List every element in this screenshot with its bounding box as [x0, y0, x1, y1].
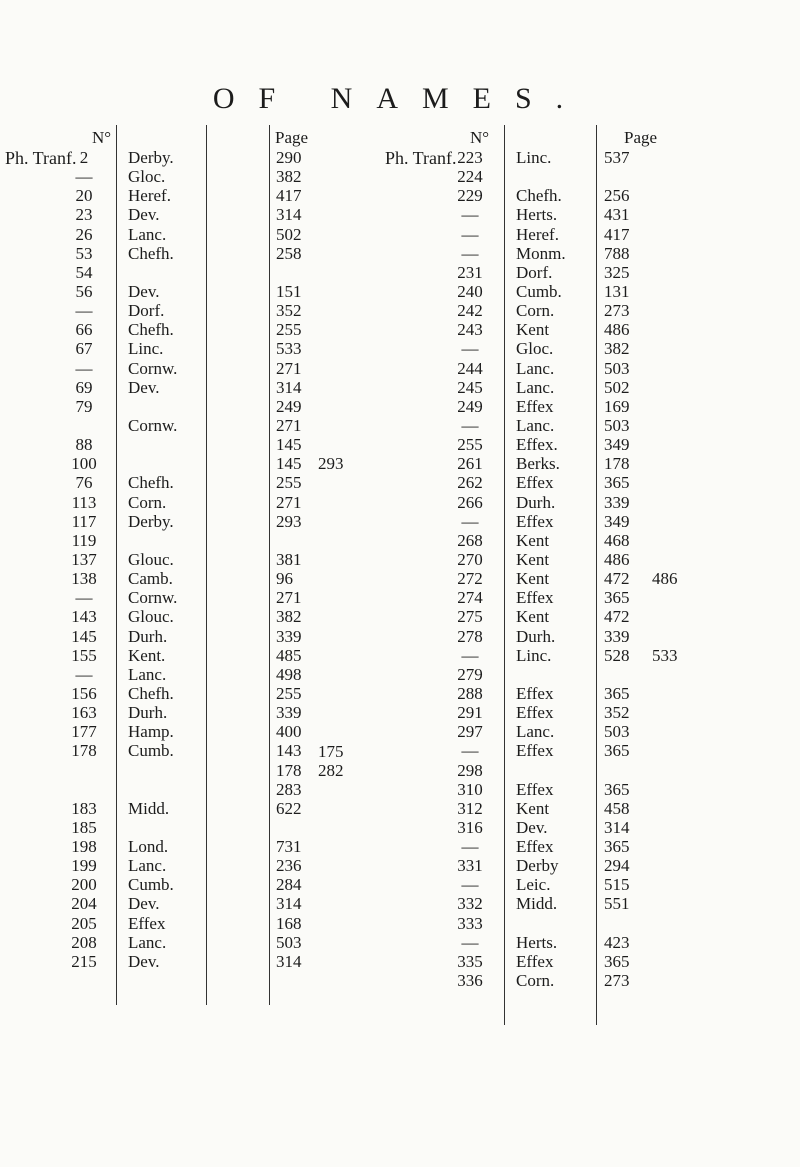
- left-entry-county: Durh.: [128, 626, 168, 646]
- right-entry-number: 291: [457, 703, 483, 723]
- left-entry-page: 168: [276, 913, 302, 933]
- right-entry-county: Durh.: [516, 626, 556, 646]
- left-entry-page: 151: [276, 281, 302, 301]
- right-entry-number: —: [461, 243, 479, 263]
- right-entry-number: 242: [457, 301, 483, 321]
- right-entry-page: 349: [604, 435, 630, 455]
- right-entry-number: 333: [457, 913, 483, 933]
- left-entry-page: 271: [276, 415, 302, 435]
- right-entry-county: Kent: [516, 530, 550, 550]
- right-number-header: N°: [470, 128, 490, 147]
- left-entry-page: 382: [276, 167, 302, 187]
- left-entry-number: 177: [71, 722, 97, 742]
- left-entry-page: 284: [276, 875, 302, 895]
- left-entry-county: Derby.: [128, 511, 174, 531]
- left-entry-page: 283: [276, 779, 302, 799]
- right-entry-number: 245: [457, 377, 483, 397]
- left-entry-county: Cumb.: [128, 741, 174, 761]
- right-entry-page: 382: [604, 339, 630, 359]
- left-entry-page: 314: [276, 377, 302, 397]
- left-entry-county: Heref.: [128, 186, 171, 206]
- right-entry-page: 365: [604, 473, 630, 493]
- right-entry-county: Derby: [516, 856, 559, 876]
- right-number-column: [440, 148, 500, 990]
- left-entry-county: Glouc.: [128, 549, 174, 569]
- right-entry-county: Gloc.: [516, 339, 554, 359]
- right-entry-number: 223: [457, 148, 483, 167]
- right-entry-page: 431: [604, 205, 630, 225]
- left-entry-county: Midd.: [128, 798, 170, 818]
- left-entry-number: 200: [71, 875, 97, 895]
- right-entry-number: 262: [457, 473, 483, 493]
- left-entry-county: Dev.: [128, 205, 160, 225]
- left-page-rule: [269, 125, 270, 1005]
- right-entry-number: —: [461, 741, 479, 761]
- left-entry-number: 215: [71, 951, 97, 971]
- left-number-header: N°: [92, 128, 112, 147]
- right-entry-page: 365: [604, 588, 630, 608]
- right-entry-county: [516, 167, 596, 186]
- right-entry-number: 310: [457, 779, 483, 799]
- left-entry-page: 502: [276, 224, 302, 244]
- left-entry-number: 199: [71, 856, 97, 876]
- left-entry-number: [56, 761, 112, 780]
- left-entry-number: 66: [75, 320, 93, 340]
- left-entry-county: [128, 531, 208, 550]
- left-entry-number: —: [75, 358, 93, 378]
- left-number-column: [56, 148, 112, 971]
- left-entry-page: 382: [276, 607, 302, 627]
- left-entry-county: Lanc.: [128, 856, 167, 876]
- right-entry-county: Monm.: [516, 243, 566, 263]
- left-entry-county: Chefh.: [128, 243, 174, 263]
- right-entry-county: Linc.: [516, 645, 552, 665]
- left-column-rule: [116, 125, 117, 1005]
- right-entry-page: 339: [604, 626, 630, 646]
- left-entry-page: 143: [276, 741, 302, 761]
- right-entry-number: 249: [457, 396, 483, 416]
- left-entry-number: 76: [75, 473, 93, 493]
- right-entry-number: 335: [457, 951, 483, 971]
- left-entry-page: 622: [276, 798, 302, 818]
- right-entry-county: Lanc.: [516, 377, 555, 397]
- left-entry-county: Cornw.: [128, 415, 178, 435]
- left-entry-page: 255: [276, 473, 302, 493]
- left-entry-number: 138: [71, 569, 97, 589]
- right-entry-county: [516, 761, 596, 780]
- left-entry-page: 271: [276, 492, 302, 512]
- right-entry-number: 288: [457, 683, 483, 703]
- left-entry-number: 119: [71, 530, 97, 550]
- left-entry-page: 258: [276, 243, 302, 263]
- right-entry-number: 297: [457, 722, 483, 742]
- right-entry-county: Berks.: [516, 454, 560, 474]
- right-entry-number: 275: [457, 607, 483, 627]
- left-entry-county: Chefh.: [128, 683, 174, 703]
- left-entry-county: Derby.: [128, 148, 174, 167]
- right-entry-county: Leic.: [516, 875, 551, 895]
- page-title: OF NAMES.: [212, 82, 588, 115]
- right-entry-number: —: [461, 645, 479, 665]
- right-entry-number: 244: [457, 358, 483, 378]
- left-entry-county: Cumb.: [128, 875, 174, 895]
- left-entry-county: Dev.: [128, 281, 160, 301]
- left-entry-number: 155: [71, 645, 97, 665]
- left-entry-county: Camb.: [128, 569, 173, 589]
- right-entry-page: [604, 761, 664, 780]
- right-entry-page: 551: [604, 894, 630, 914]
- left-entry-number: 204: [71, 894, 97, 914]
- left-entry-county: Glouc.: [128, 607, 174, 627]
- left-entry-page: 381: [276, 549, 302, 569]
- right-county-column: [516, 148, 596, 990]
- right-entry-page: 365: [604, 683, 630, 703]
- left-entry-county: Dev.: [128, 951, 160, 971]
- left-entry-page: 314: [276, 205, 302, 225]
- right-entry-page: 486: [604, 549, 630, 569]
- left-entry-number: 69: [75, 377, 93, 397]
- left-page-column: [276, 148, 336, 971]
- left-entry-number: 205: [71, 913, 97, 933]
- left-entry-page: 255: [276, 320, 302, 340]
- right-entry-number: —: [461, 875, 479, 895]
- left-entry-number: —: [75, 664, 93, 684]
- left-entry-county: Lanc.: [128, 664, 167, 684]
- left-entry-county: Lanc.: [128, 224, 167, 244]
- left-entry-number: 56: [75, 281, 93, 301]
- right-entry-page: 423: [604, 932, 630, 952]
- left-entry-page: 485: [276, 645, 302, 665]
- left-entry-page: 271: [276, 588, 302, 608]
- left-entry-county: [128, 397, 208, 416]
- left-entry-county: [128, 818, 208, 837]
- left-entry-number: 79: [75, 396, 93, 416]
- right-entry-page: 503: [604, 415, 630, 435]
- right-entry-number: 278: [457, 626, 483, 646]
- right-entry-page: 458: [604, 798, 630, 818]
- right-entry-page: 365: [604, 837, 630, 857]
- right-entry-county: Kent: [516, 607, 550, 627]
- left-extra-page: 293: [318, 454, 344, 474]
- right-column-rule: [504, 125, 505, 1025]
- right-entry-county: Lanc.: [516, 722, 555, 742]
- right-entry-page: [604, 914, 664, 933]
- left-entry-county: Durh.: [128, 703, 168, 723]
- right-entry-page: 294: [604, 856, 630, 876]
- right-entry-number: —: [461, 511, 479, 531]
- right-entry-county: [516, 665, 596, 684]
- left-entry-page: 498: [276, 664, 302, 684]
- right-entry-page: 339: [604, 492, 630, 512]
- right-entry-number: 224: [457, 167, 483, 187]
- right-entry-county: Herts.: [516, 932, 558, 952]
- right-entry-page: 515: [604, 875, 630, 895]
- left-entry-page: 178: [276, 760, 302, 780]
- right-entry-county: Corn.: [516, 301, 555, 321]
- right-county-rule: [596, 125, 597, 1025]
- left-entry-county: Lanc.: [128, 932, 167, 952]
- right-entry-number: 336: [457, 971, 483, 991]
- left-entry-number: 113: [71, 492, 97, 512]
- right-entry-county: Midd.: [516, 894, 558, 914]
- right-entry-page: 365: [604, 741, 630, 761]
- left-entry-number: 183: [71, 798, 97, 818]
- left-entry-page: 236: [276, 856, 302, 876]
- left-entry-county: Chefh.: [128, 473, 174, 493]
- left-entry-page: 352: [276, 301, 302, 321]
- right-entry-number: —: [461, 224, 479, 244]
- right-entry-county: Chefh.: [516, 186, 562, 206]
- right-entry-number: 312: [457, 798, 483, 818]
- left-entry-page: 731: [276, 837, 302, 857]
- right-entry-number: 272: [457, 569, 483, 589]
- left-entry-county: Effex: [128, 913, 166, 933]
- right-entry-number: 316: [457, 817, 483, 837]
- left-entry-page: 145: [276, 435, 302, 455]
- right-entry-county: Effex: [516, 741, 554, 761]
- right-entry-number: 266: [457, 492, 483, 512]
- left-entry-page: [276, 531, 336, 550]
- right-entry-number: —: [461, 339, 479, 359]
- left-entry-county: Dev.: [128, 894, 160, 914]
- right-entry-number: 261: [457, 454, 483, 474]
- left-entry-number: 23: [75, 205, 93, 225]
- right-entry-page: 314: [604, 817, 630, 837]
- right-entry-number: 240: [457, 281, 483, 301]
- right-entry-number: 268: [457, 530, 483, 550]
- left-entry-page: 293: [276, 511, 302, 531]
- left-entry-number: 20: [75, 186, 93, 206]
- left-entry-page: 96: [276, 569, 293, 589]
- right-entry-page: 788: [604, 243, 630, 263]
- left-entry-number: 208: [71, 932, 97, 952]
- right-entry-number: —: [461, 932, 479, 952]
- right-page-header: Page: [624, 128, 658, 147]
- left-entry-page: 533: [276, 339, 302, 359]
- right-entry-page: 417: [604, 224, 630, 244]
- right-entry-county: Durh.: [516, 492, 556, 512]
- left-entry-page: 417: [276, 186, 302, 206]
- left-entry-page: 400: [276, 722, 302, 742]
- right-entry-county: Dorf.: [516, 262, 553, 282]
- left-entry-county: Hamp.: [128, 722, 174, 742]
- left-entry-number: 100: [71, 454, 97, 474]
- left-entry-page: 290: [276, 148, 302, 167]
- left-entry-page: 314: [276, 951, 302, 971]
- right-entry-county: Herts.: [516, 205, 558, 225]
- left-entry-number: [56, 780, 112, 799]
- right-entry-page: 365: [604, 779, 630, 799]
- right-entry-county: Cumb.: [516, 281, 562, 301]
- left-entry-number: 178: [71, 741, 97, 761]
- right-entry-number: 274: [457, 588, 483, 608]
- right-entry-number: 332: [457, 894, 483, 914]
- right-entry-page: 365: [604, 951, 630, 971]
- left-entry-county: Cornw.: [128, 358, 178, 378]
- right-entry-county: Effex: [516, 951, 554, 971]
- left-entry-number: 163: [71, 703, 97, 723]
- right-extra-page: 533: [652, 645, 678, 665]
- right-entry-number: 298: [457, 760, 483, 780]
- left-entry-number: 185: [71, 817, 97, 837]
- right-entry-county: Lanc.: [516, 415, 555, 435]
- left-entry-number: —: [75, 588, 93, 608]
- left-entry-number: 117: [71, 511, 97, 531]
- right-entry-county: Heref.: [516, 224, 559, 244]
- left-entry-number: 67: [75, 339, 93, 359]
- left-entry-page: 249: [276, 396, 302, 416]
- right-entry-page: 349: [604, 511, 630, 531]
- right-entry-county: Effex: [516, 683, 554, 703]
- right-entry-page: 486: [604, 320, 630, 340]
- right-ph-tranf-label: Ph. Tranf.: [385, 148, 457, 168]
- left-entry-county: Linc.: [128, 339, 164, 359]
- left-entry-county: Chefh.: [128, 320, 174, 340]
- right-entry-number: 331: [457, 856, 483, 876]
- left-entry-number: 143: [71, 607, 97, 627]
- left-entry-county: Dorf.: [128, 301, 165, 321]
- left-entry-county: Dev.: [128, 377, 160, 397]
- right-entry-county: Effex: [516, 703, 554, 723]
- left-entry-county: [128, 454, 208, 473]
- left-entry-number: 145: [71, 626, 97, 646]
- right-entry-page: 256: [604, 186, 630, 206]
- right-entry-page: 273: [604, 301, 630, 321]
- right-entry-county: Lanc.: [516, 358, 555, 378]
- right-entry-page: [604, 167, 664, 186]
- right-entry-number: —: [461, 205, 479, 225]
- right-entry-county: Kent: [516, 549, 550, 569]
- right-entry-page: 468: [604, 530, 630, 550]
- left-page-header: Page: [275, 128, 309, 147]
- right-entry-page: 502: [604, 377, 630, 397]
- right-entry-page: 503: [604, 722, 630, 742]
- right-entry-county: Kent: [516, 320, 550, 340]
- right-entry-county: Effex: [516, 779, 554, 799]
- left-extra-page: 175: [318, 741, 344, 761]
- right-entry-page: [604, 665, 664, 684]
- right-extra-page: 486: [652, 569, 678, 589]
- left-entry-page: 503: [276, 932, 302, 952]
- right-entry-number: 279: [457, 664, 483, 684]
- left-entry-page: 145: [276, 454, 302, 474]
- right-entry-page: 503: [604, 358, 630, 378]
- right-entry-number: 243: [457, 320, 483, 340]
- left-entry-number: —: [75, 167, 93, 187]
- left-entry-number: 54: [75, 262, 93, 282]
- right-entry-county: Effex: [516, 396, 554, 416]
- right-entry-page: 325: [604, 262, 630, 282]
- right-entry-number: —: [461, 415, 479, 435]
- right-entry-page: 169: [604, 396, 630, 416]
- right-entry-page: 352: [604, 703, 630, 723]
- left-entry-county: Kent.: [128, 645, 166, 665]
- right-entry-county: Dev.: [516, 817, 548, 837]
- left-entry-page: [276, 818, 336, 837]
- left-ph-tranf-label: Ph. Tranf.: [5, 148, 77, 168]
- right-entry-county: [516, 914, 596, 933]
- left-entry-number: 156: [71, 683, 97, 703]
- left-entry-county: Corn.: [128, 492, 167, 512]
- right-entry-page: 273: [604, 971, 630, 991]
- left-entry-number: 88: [75, 435, 93, 455]
- right-entry-page: 528: [604, 645, 630, 665]
- right-entry-county: Effex: [516, 511, 554, 531]
- left-entry-page: 255: [276, 683, 302, 703]
- right-entry-county: Corn.: [516, 971, 555, 991]
- left-entry-county: Gloc.: [128, 167, 166, 187]
- right-entry-number: 231: [457, 262, 483, 282]
- right-entry-page: 178: [604, 454, 630, 474]
- right-entry-number: 229: [457, 186, 483, 206]
- right-entry-number: —: [461, 837, 479, 857]
- right-entry-number: 255: [457, 435, 483, 455]
- right-entry-page: 472: [604, 569, 630, 589]
- right-entry-county: Effex: [516, 837, 554, 857]
- right-entry-county: Effex: [516, 473, 554, 493]
- left-entry-county: Cornw.: [128, 588, 178, 608]
- left-entry-page: 339: [276, 703, 302, 723]
- right-entry-county: Linc.: [516, 148, 552, 167]
- left-entry-county: [128, 780, 208, 799]
- left-extra-page: 282: [318, 760, 344, 780]
- right-entry-county: Effex: [516, 588, 554, 608]
- right-entry-page: 131: [604, 281, 630, 301]
- left-entry-number: 137: [71, 549, 97, 569]
- left-entry-county: [128, 263, 208, 282]
- left-entry-page: 339: [276, 626, 302, 646]
- left-county-column: [128, 148, 208, 971]
- left-entry-page: 314: [276, 894, 302, 914]
- left-entry-number: 53: [75, 243, 93, 263]
- left-entry-number: 26: [75, 224, 93, 244]
- left-entry-number: 198: [71, 837, 97, 857]
- left-entry-county: [128, 435, 208, 454]
- left-entry-page: 271: [276, 358, 302, 378]
- left-entry-number: 2: [79, 148, 89, 167]
- left-entry-number: [56, 416, 112, 435]
- left-entry-county: Lond.: [128, 837, 169, 857]
- right-entry-number: 270: [457, 549, 483, 569]
- right-entry-page: 537: [604, 148, 630, 167]
- left-entry-number: —: [75, 301, 93, 321]
- right-entry-county: Kent: [516, 569, 550, 589]
- left-entry-county: [128, 761, 208, 780]
- right-entry-county: Effex.: [516, 435, 558, 455]
- left-entry-page: [276, 263, 336, 282]
- right-entry-county: Kent: [516, 798, 550, 818]
- right-entry-page: 472: [604, 607, 630, 627]
